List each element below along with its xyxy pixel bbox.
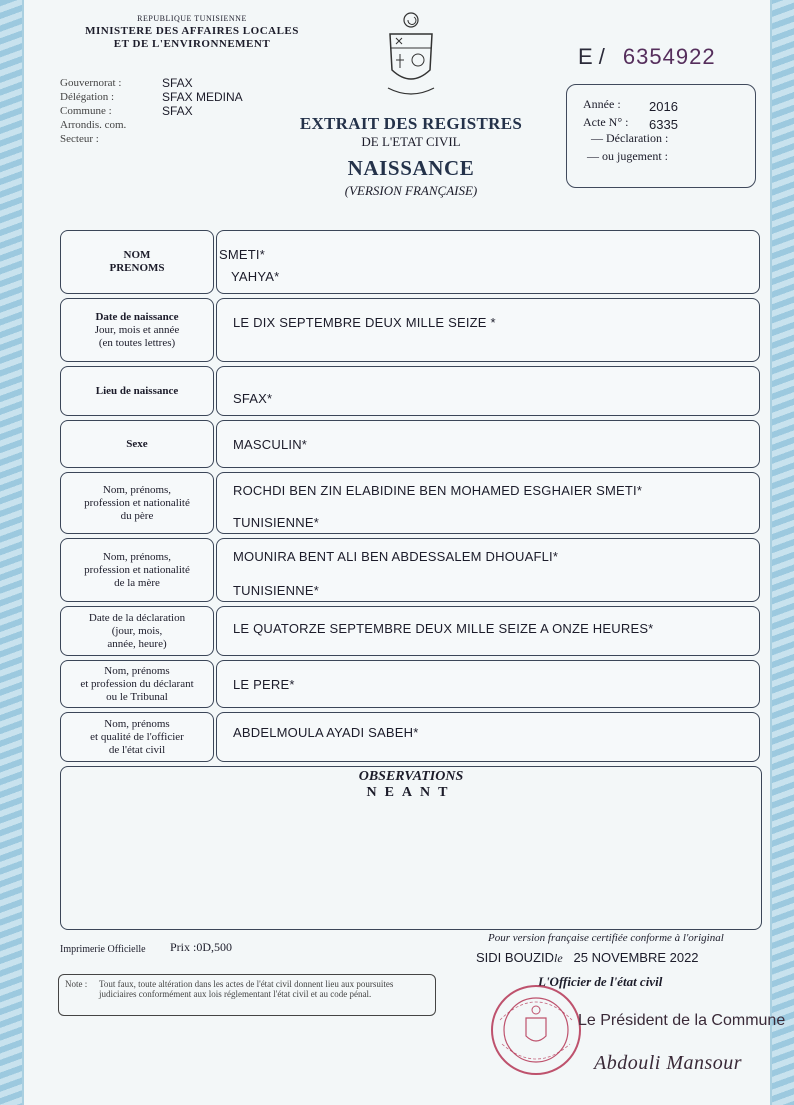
delegation-value: SFAX MEDINA bbox=[162, 90, 243, 104]
declarant-value: LE PERE* bbox=[233, 677, 295, 692]
arrondis-label: Arrondis. com. bbox=[60, 119, 127, 131]
pere-value-2: TUNISIENNE* bbox=[233, 515, 319, 530]
declarant-label-1: Nom, prénoms bbox=[104, 664, 170, 677]
dob-label-3: (en toutes lettres) bbox=[98, 336, 176, 349]
dob-label-box bbox=[60, 298, 214, 362]
certification-line: Pour version française certifiée conforme à l'original bbox=[488, 932, 724, 944]
ministry-line-2: ET DE L'ENVIRONNEMENT bbox=[113, 38, 271, 50]
decl-label-3: année, heure) bbox=[107, 637, 167, 650]
coat-of-arms-icon bbox=[380, 8, 442, 104]
pere-label-3: du père bbox=[120, 509, 154, 522]
jugement-label: — ou jugement : bbox=[587, 149, 668, 163]
title-line-1: EXTRAIT DES REGISTRES bbox=[299, 114, 523, 133]
decl-value-box bbox=[216, 606, 760, 656]
mere-label-1: Nom, prénoms, bbox=[102, 550, 172, 563]
declaration-label: — Déclaration : bbox=[591, 131, 669, 145]
lieu-label-box bbox=[60, 366, 214, 416]
commune-label: Commune : bbox=[60, 105, 112, 117]
issue-date: 25 NOVEMBRE 2022 bbox=[573, 950, 699, 965]
officier-value-box bbox=[216, 712, 760, 762]
acte-value: 6335 bbox=[649, 117, 678, 132]
dob-value: LE DIX SEPTEMBRE DEUX MILLE SEIZE * bbox=[233, 315, 496, 330]
serial-number bbox=[578, 44, 716, 70]
issue-place-date bbox=[476, 950, 699, 966]
annee-value: 2016 bbox=[649, 99, 678, 114]
signature-name: Abdouli Mansour bbox=[594, 1052, 743, 1074]
declarant-label-box bbox=[60, 660, 214, 708]
mere-value-2: TUNISIENNE* bbox=[233, 583, 319, 598]
legal-note bbox=[58, 974, 436, 1016]
mere-value-1: MOUNIRA BENT ALI BEN ABDESSALEM DHOUAFLI* bbox=[233, 549, 559, 564]
mere-value-box bbox=[216, 538, 760, 602]
pere-value-1: ROCHDI BEN ZIN ELABIDINE BEN MOHAMED ESGHAIER SMETI* bbox=[233, 483, 643, 498]
declarant-value-box bbox=[216, 660, 760, 708]
nom-value-box bbox=[216, 230, 760, 294]
lieu-label: Lieu de naissance bbox=[95, 384, 179, 397]
observations-value: NEANT bbox=[366, 785, 456, 800]
serial-value: 6354922 bbox=[622, 44, 716, 69]
mere-label-3: de la mère bbox=[114, 576, 160, 589]
title-line-3: NAISSANCE bbox=[347, 156, 475, 180]
sexe-value-box bbox=[216, 420, 760, 468]
delegation-label: Délégation : bbox=[60, 91, 115, 103]
prenoms-label: PRENOMS bbox=[109, 262, 165, 274]
printer-name: Imprimerie Officielle bbox=[60, 944, 146, 955]
sexe-label: Sexe bbox=[126, 437, 148, 450]
officier-label-2: et qualité de l'officier bbox=[90, 730, 184, 743]
issuing-authority bbox=[62, 12, 322, 51]
pere-label-1: Nom, prénoms, bbox=[102, 483, 172, 496]
issue-place: SIDI BOUZID bbox=[476, 950, 555, 965]
ministry-line-1: MINISTERE DES AFFAIRES LOCALES bbox=[85, 25, 299, 37]
dob-label-1: Date de naissance bbox=[95, 310, 179, 323]
acte-label: Acte N° : bbox=[583, 115, 629, 129]
price: Prix :0D,500 bbox=[170, 940, 233, 954]
pere-label-box bbox=[60, 472, 214, 534]
signature-title: Le Président de la Commune bbox=[578, 1012, 786, 1029]
officier-label-3: de l'état civil bbox=[108, 743, 166, 756]
secteur-label: Secteur : bbox=[60, 133, 99, 145]
pere-value-box bbox=[216, 472, 760, 534]
decl-label-2: (jour, mois, bbox=[111, 624, 163, 637]
declarant-label-2: et profession du déclarant bbox=[80, 677, 194, 690]
serial-prefix: E / bbox=[578, 44, 605, 69]
commune-value: SFAX bbox=[162, 104, 193, 118]
lieu-value-box bbox=[216, 366, 760, 416]
officier-label-1: Nom, prénoms bbox=[104, 717, 170, 730]
title-line-4: (VERSION FRANÇAISE) bbox=[344, 183, 478, 198]
republic-line: REPUBLIQUE TUNISIENNE bbox=[137, 14, 247, 23]
nom-label-box bbox=[60, 230, 214, 294]
le-word: le bbox=[554, 951, 563, 965]
observations-heading: OBSERVATIONS bbox=[358, 769, 464, 784]
location-block bbox=[60, 76, 243, 146]
decl-label-1: Date de la déclaration bbox=[88, 611, 186, 624]
pere-label-2: profession et nationalité bbox=[84, 496, 190, 509]
note-label: Note : bbox=[65, 979, 88, 989]
acte-box bbox=[566, 84, 756, 188]
annee-label: Année : bbox=[583, 97, 621, 111]
gouvernorat-label: Gouvernorat : bbox=[60, 77, 122, 89]
lieu-value: SFAX* bbox=[233, 391, 273, 406]
officier-value: ABDELMOULA AYADI SABEH* bbox=[233, 725, 419, 740]
document-title bbox=[268, 114, 554, 199]
decl-value: LE QUATORZE SEPTEMBRE DEUX MILLE SEIZE A ONZE HEURES* bbox=[233, 621, 654, 636]
nom-label: NOM bbox=[123, 249, 151, 261]
title-line-2: DE L'ETAT CIVIL bbox=[361, 134, 461, 149]
declarant-label-3: ou le Tribunal bbox=[106, 690, 168, 703]
officier-label-box bbox=[60, 712, 214, 762]
sexe-value: MASCULIN* bbox=[233, 437, 308, 452]
sexe-label-box bbox=[60, 420, 214, 468]
note-text: Tout faux, toute altération dans les actes de l'état civil donnent lieu aux poursuites judiciaires conformément aux lois réglementant l'état civil et au code pénal. bbox=[99, 979, 394, 999]
decl-label-box bbox=[60, 606, 214, 656]
mere-label-2: profession et nationalité bbox=[84, 563, 190, 576]
nom-value: SMETI* bbox=[219, 247, 265, 262]
mere-label-box bbox=[60, 538, 214, 602]
dob-label-2: Jour, mois et année bbox=[94, 323, 180, 336]
dob-value-box bbox=[216, 298, 760, 362]
prenoms-value: YAHYA* bbox=[231, 269, 280, 284]
gouvernorat-value: SFAX bbox=[162, 76, 193, 90]
observations-box bbox=[60, 766, 762, 930]
official-stamp-icon bbox=[480, 980, 596, 1080]
officer-title: L'Officier de l'état civil bbox=[538, 974, 663, 989]
